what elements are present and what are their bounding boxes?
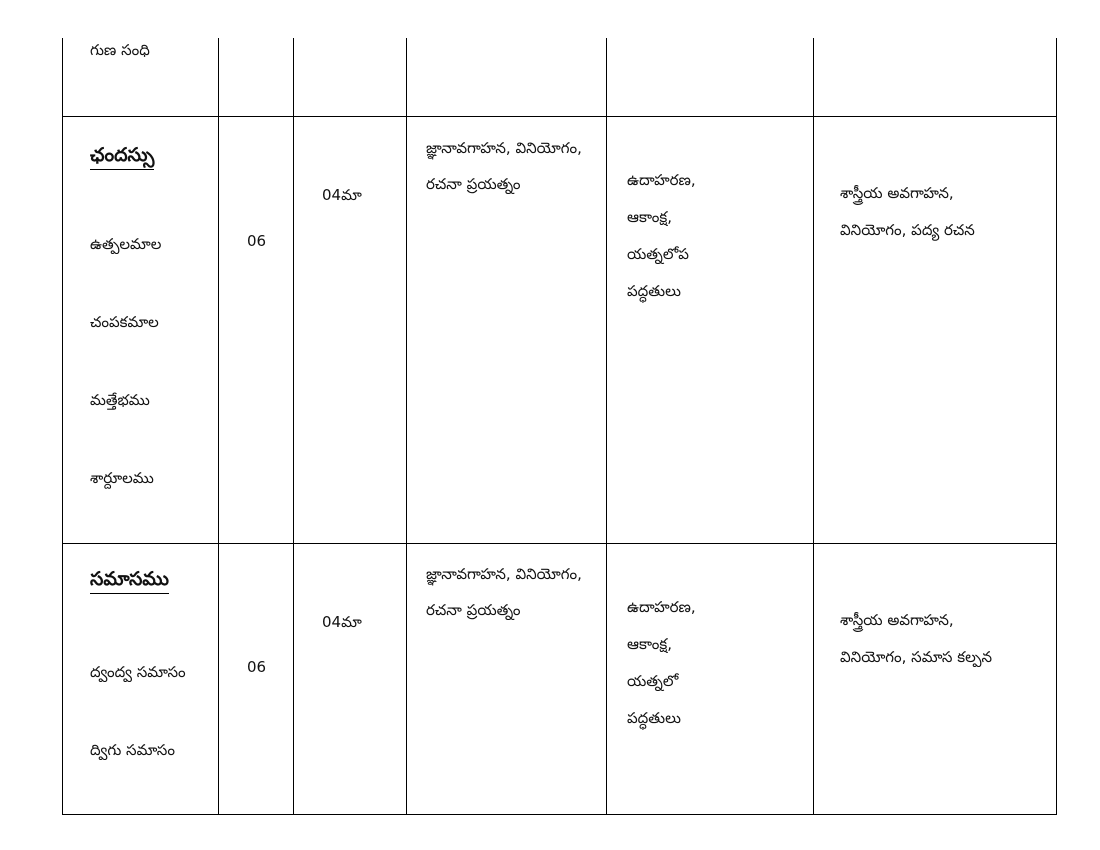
- list-item: చంపకమాల: [90, 313, 159, 331]
- table-cell-outcomes: [840, 183, 975, 257]
- table-cell-periods: 06: [247, 232, 267, 250]
- list-item: ఆకాంక్ష,: [627, 635, 673, 653]
- row-divider-2: [62, 543, 1057, 544]
- row-divider-1: [62, 116, 1057, 117]
- table-cell-methods: [426, 564, 582, 636]
- list-item: రచనా ప్రయత్నం: [426, 175, 521, 193]
- table-border-right: [1056, 38, 1057, 815]
- list-item: రచనా ప్రయత్నం: [426, 601, 521, 619]
- list-item: జ్ఞానావగాహన, వినియోగం,: [426, 139, 582, 157]
- table-cell-topic: ఛందస్సు: [90, 143, 154, 170]
- table-cell-date: 04మా: [322, 186, 362, 204]
- table-border-bottom: [62, 814, 1057, 815]
- list-item: ఉదాహరణ,: [627, 598, 696, 616]
- table-border-left: [62, 38, 63, 815]
- list-item: పద్ధతులు: [627, 709, 681, 727]
- list-item: జ్ఞానావగాహన, వినియోగం,: [426, 565, 582, 583]
- list-item: పద్ధతులు: [627, 282, 681, 300]
- table-cell-items: [90, 234, 161, 546]
- table-cell-periods: 06: [247, 658, 267, 676]
- list-item: శాస్త్రీయ అవగాహన,: [840, 611, 954, 629]
- list-item: మత్తేభము: [90, 391, 150, 409]
- table-cell-outcomes: [840, 610, 992, 684]
- list-item: ద్విగు సమాసం: [90, 741, 175, 759]
- list-item: ఉదాహరణ,: [627, 171, 696, 189]
- column-divider-4: [606, 38, 607, 815]
- column-divider-5: [813, 38, 814, 815]
- table-cell-item: గుణ సంధి: [90, 41, 150, 59]
- list-item: వినియోగం, సమాస కల్పన: [840, 648, 993, 666]
- column-divider-3: [406, 38, 407, 815]
- column-divider-1: [218, 38, 219, 815]
- table-cell-methods: [426, 138, 582, 210]
- column-divider-2: [293, 38, 294, 815]
- list-item: శాస్త్రీయ అవగాహన,: [840, 184, 954, 202]
- table-cell-date: 04మా: [322, 613, 362, 631]
- list-item: ఉత్పలమాల: [90, 235, 162, 253]
- list-item: ఆకాంక్ష,: [627, 208, 673, 226]
- table-cell-activities: [627, 597, 696, 745]
- table-cell-items: [90, 662, 186, 818]
- list-item: యత్నలోప: [627, 245, 689, 263]
- list-item: ద్వంద్వ సమాసం: [90, 663, 186, 681]
- list-item: యత్నలో: [627, 672, 679, 690]
- list-item: వినియోగం, పద్య రచన: [840, 221, 975, 239]
- list-item: శార్దూలము: [90, 469, 154, 487]
- table-cell-topic: సమాసము: [90, 567, 169, 594]
- table-cell-activities: [627, 170, 696, 318]
